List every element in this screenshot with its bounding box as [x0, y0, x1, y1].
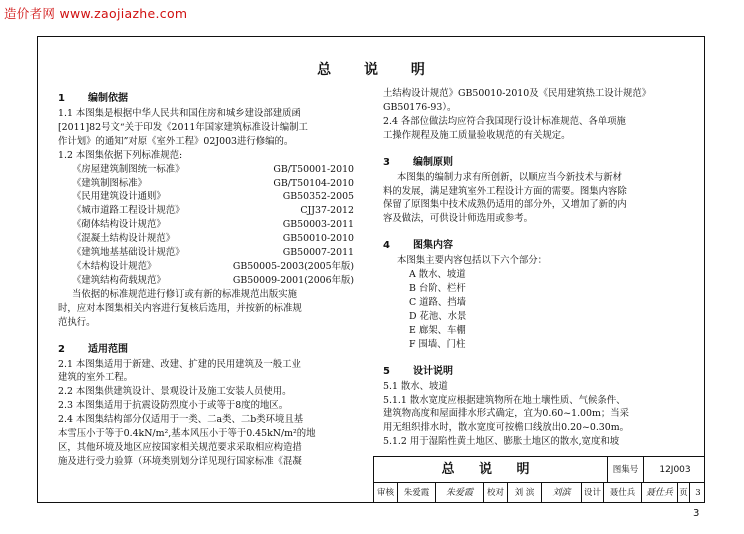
section-heading-4 — [383, 238, 688, 254]
standard-name: 《建筑结构荷载规范》 — [72, 274, 166, 286]
paragraph-line: 区，其他环境及地区应按国家相关规范要求采取相应构造措 — [58, 441, 302, 453]
standard-code: GB/T50001-2010 — [273, 163, 354, 175]
paragraph-line: 土结构设计规范》GB50010-2010及《民用建筑热工设计规范》 — [383, 88, 652, 99]
section-heading-5 — [383, 364, 688, 380]
standard-name: 《城市道路工程设计规范》 — [72, 205, 185, 217]
section-title: 编制依据 — [88, 93, 128, 104]
paragraph-line: 料的发展，满足建筑室外工程设计方面的需要。图集内容除 — [383, 185, 627, 197]
page-number: 3 — [693, 508, 700, 519]
section-number: 3 — [383, 156, 390, 168]
standard-name: 《民用建筑设计通则》 — [72, 191, 166, 203]
section-heading-2 — [58, 342, 358, 358]
standard-code: CJJ37-2012 — [300, 205, 354, 217]
section-title: 适用范围 — [88, 343, 128, 355]
standard-row — [58, 260, 358, 274]
paragraph-line: GB50176-93）。 — [383, 101, 457, 113]
check-label: 校对 — [484, 483, 508, 503]
reviewer-name: 朱爱霞 — [398, 483, 436, 503]
designer-name: 聂仕兵 — [604, 483, 642, 503]
reviewer-signature: 朱爱霞 — [436, 483, 484, 503]
standard-name: 《建筑地基基础设计规范》 — [72, 247, 185, 259]
contents-item: D 花池、水景 — [409, 310, 467, 322]
page-value: 3 — [695, 488, 701, 498]
standard-row — [58, 246, 358, 260]
checker-signature: 刘滨 — [542, 483, 582, 503]
paragraph-line: 本图集主要内容包括以下六个部分： — [397, 255, 548, 267]
paragraph-line: 保留了原图集中技术成熟仍适用的部分外，又增加了新的内 — [383, 199, 627, 211]
section-heading-3 — [383, 155, 688, 171]
paragraph-line: 5.1.1 散水宽度应根据建筑物所在地土壤性质、气候条件、 — [383, 394, 626, 406]
paragraph-line: 2.3 本图集适用于抗震设防烈度小于或等于8度的地区。 — [58, 400, 289, 412]
contents-item: F 围墙、门柱 — [409, 338, 466, 350]
checker-name: 刘 滨 — [508, 483, 542, 503]
section-number: 1 — [58, 93, 65, 104]
paragraph-line: 5.1.2 用于湿陷性黄土地区、膨胀土地区的散水,宽度和坡 — [383, 436, 620, 448]
atlas-number-label: 图集号 — [608, 457, 644, 483]
design-label: 设计 — [582, 483, 604, 503]
title-block — [373, 456, 705, 502]
contents-item: B 台阶、栏杆 — [409, 283, 466, 295]
contents-item: C 道路、挡墙 — [409, 296, 467, 308]
paragraph-line: 范执行。 — [58, 316, 96, 328]
paragraph-line: 1.1 本图集是根据中华人民共和国住房和城乡建设部建质函 — [58, 108, 301, 119]
paragraph-line: 用无组织排水时，散水宽度可按檐口线放出0.20~0.30m。 — [383, 422, 629, 434]
standard-code: GB/T50104-2010 — [273, 177, 354, 189]
page-title: 总 说 明 — [317, 62, 439, 78]
paragraph-line: 容及做法，可供设计师选用或参考。 — [383, 213, 534, 225]
section-title: 编制原则 — [413, 156, 453, 168]
paragraph-line: 施及进行受力验算（环境类别划分详见现行国家标准《混凝 — [58, 455, 302, 467]
paragraph-line: 建筑物高度和屋面排水形式确定，宜为0.60~1.00m；当采 — [383, 408, 629, 420]
paragraph-line: 本图集的编制力求有所创新，以顺应当今新技术与新材 — [397, 171, 623, 183]
standard-row — [58, 190, 358, 204]
paragraph-line: 2.1 本图集适用于新建、改建、扩建的民用建筑及一般工业 — [58, 358, 301, 370]
paragraph-line: [2011]82号文“关于印发《2011年国家建筑标准设计编制工 — [58, 121, 308, 133]
paragraph-line: 时，应对本图集相关内容进行复核后选用，并按新的标准规 — [58, 302, 302, 314]
standard-row — [58, 163, 358, 177]
section-title: 设计说明 — [413, 365, 453, 377]
atlas-number-value: 12J003 — [659, 465, 691, 475]
section-title: 图集内容 — [413, 240, 453, 252]
standard-row — [58, 274, 358, 288]
paragraph-line: 工操作规程及施工质量验收规范的有关规定。 — [383, 129, 571, 141]
standard-name: 《混凝土结构设计规范》 — [72, 233, 176, 245]
section-number: 2 — [58, 343, 65, 355]
paragraph-line: 建筑的室外工程。 — [58, 372, 134, 384]
designer-signature: 聂仕兵 — [642, 483, 678, 503]
standard-name: 《砌体结构设计规范》 — [72, 219, 166, 231]
paragraph-line: 本雪压小于等于0.4kN/m²,基本风压小于等于0.45kN/m²的地 — [58, 428, 316, 440]
standard-code: GB50009-2001(2006年版) — [232, 274, 354, 286]
standard-row — [58, 177, 358, 191]
paragraph-line: 5.1 散水、坡道 — [383, 380, 448, 392]
section-number: 4 — [383, 240, 390, 252]
standard-code: GB50352-2005 — [282, 191, 354, 203]
left-column — [58, 87, 358, 469]
standard-code: GB50003-2011 — [282, 219, 354, 231]
contents-item: A 散水、坡道 — [409, 269, 466, 281]
contents-item: E 廊架、车棚 — [409, 324, 466, 336]
paragraph-line: 作计划》的通知”对原《室外工程》02J003进行修编的。 — [58, 135, 294, 147]
drawing-frame — [37, 36, 705, 503]
standard-row — [58, 204, 358, 218]
watermark: 造价者网 www.zaojiazhe.com — [4, 6, 188, 21]
paragraph-line: 2.4 本图集结构部分仅适用于一类、二a类、二b类环境且基 — [58, 414, 304, 426]
title-block-title: 总 说 明 — [374, 457, 608, 483]
standard-code: GB50010-2010 — [282, 233, 354, 245]
standard-name: 《木结构设计规范》 — [72, 260, 157, 272]
paragraph-line: 1.2 本图集依据下列标准规范: — [58, 149, 183, 161]
standard-name: 《建筑制图标准》 — [72, 177, 148, 189]
paragraph-line: 2.2 本图集供建筑设计、景观设计及施工安装人员使用。 — [58, 386, 292, 398]
standard-row — [58, 232, 358, 246]
standard-name: 《房屋建筑制图统一标准》 — [72, 163, 185, 175]
page-label: 页 — [678, 483, 690, 503]
paragraph-line: 2.4 各部位做法均应符合我国现行设计标准规范、各单项施 — [383, 115, 626, 127]
standard-code: GB50005-2003(2005年版) — [232, 260, 354, 272]
paragraph-line: 当依据的标准规范进行修订或有新的标准规范出版实施 — [72, 288, 298, 300]
right-column — [383, 87, 688, 449]
standard-code: GB50007-2011 — [282, 247, 354, 259]
standard-row — [58, 218, 358, 232]
review-label: 审核 — [374, 483, 398, 503]
section-heading-1 — [58, 91, 358, 107]
section-number: 5 — [383, 365, 390, 377]
